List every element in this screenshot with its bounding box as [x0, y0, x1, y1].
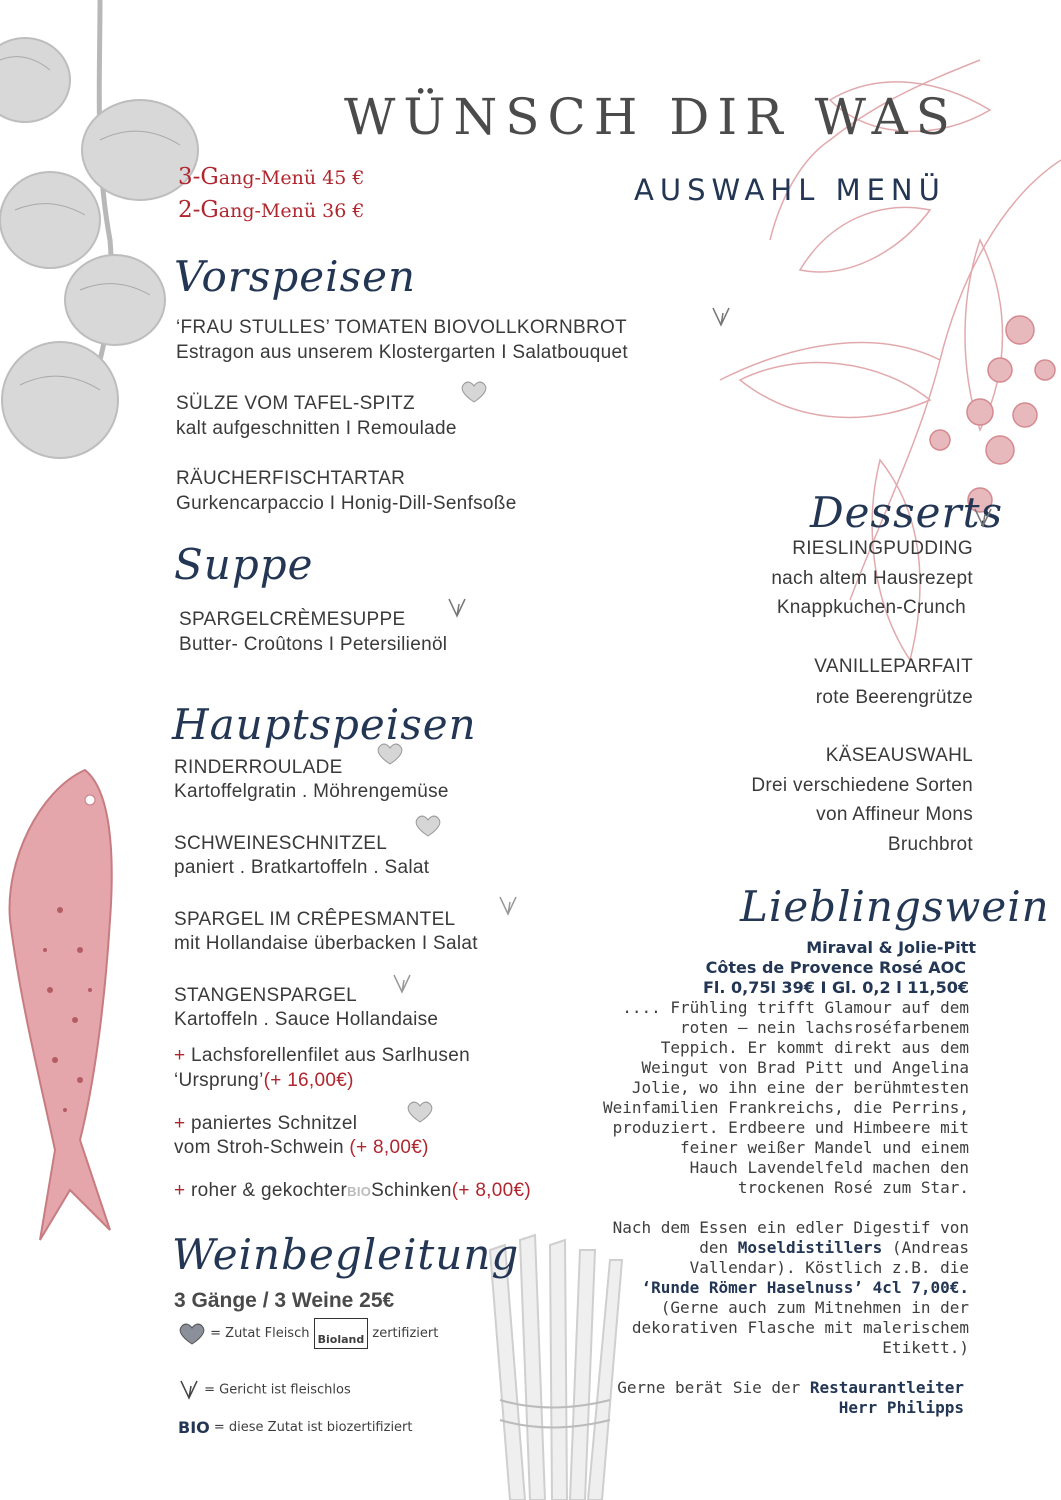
advice-text: Gerne berät Sie der Restaurantleiter Herr Philipps [617, 1378, 964, 1417]
dish-description: Butter- Croûtons I Petersilienöl [179, 634, 448, 655]
dish-description: paniert . Bratkartoffeln . Salat [174, 857, 430, 878]
dessert-description: nach altem Hausrezept [771, 568, 973, 589]
veggie-icon [497, 894, 519, 918]
bio-icon: BIO [178, 1418, 210, 1437]
extra-item-line: vom Stroh-Schwein (+ 8,00€) [174, 1137, 429, 1158]
extra-item: + roher & gekochterBIOSchinken(+ 8,00€) [174, 1180, 531, 1201]
dish-description: kalt aufgeschnitten I Remoulade [176, 418, 457, 439]
section-heading-weinbegleitung: Weinbegleitung [172, 1230, 520, 1279]
veggie-icon [178, 1378, 200, 1402]
legend-bio: BIO = diese Zutat ist biozertifiziert [178, 1418, 413, 1437]
section-heading-desserts: Desserts [810, 488, 1004, 537]
dish-description: Kartoffelgratin . Möhrengemüse [174, 781, 449, 802]
extra-item: + paniertes Schnitzel [174, 1113, 358, 1134]
legend-fleisch: = Zutat Fleisch Bioland zertifiziert [178, 1318, 438, 1349]
dessert-description: von Affineur Mons [816, 804, 973, 825]
dish-name: ‘FRAU STULLES’ TOMATEN BIOVOLLKORNBROT [176, 317, 627, 338]
dish-description: Kartoffeln . Sauce Hollandaise [174, 1009, 439, 1030]
bioland-heart-icon [406, 1100, 434, 1124]
dessert-name: KÄSEAUSWAHL [825, 745, 973, 766]
bioland-heart-icon [414, 814, 442, 838]
page-subtitle: AUSWAHL MENÜ [634, 173, 946, 207]
dish-name: RÄUCHERFISCHTARTAR [176, 468, 406, 489]
bioland-heart-icon [178, 1322, 206, 1346]
extra-item-line: ‘Ursprung’(+ 16,00€) [174, 1070, 354, 1091]
dish-description: mit Hollandaise überbacken I Salat [174, 933, 478, 954]
bioland-heart-icon [376, 742, 404, 766]
dish-name: SPARGEL IM CRÊPESMANTEL [174, 909, 456, 930]
veggie-icon [972, 506, 994, 530]
dessert-description: Bruchbrot [887, 834, 973, 855]
bioland-logo: Bioland [314, 1318, 369, 1349]
veggie-icon [446, 596, 468, 620]
digestif-text: Nach dem Essen ein edler Digestif von den Moseldistillers (Andreas Vallendar). Köstlich z.B. die ‘Runde Römer Haselnuss’ 4cl 7,00€. (Gerne auch zum Mitnehmen in der dekorativen Flasche mit malerischem Etikett.) [612, 1218, 969, 1357]
dessert-description: Knappkuchen-Crunch [776, 597, 966, 618]
wine-origin: Côtes de Provence Rosé AOC [705, 958, 966, 977]
extra-item: + Lachsforellenfilet aus Sarlhusen [174, 1045, 470, 1066]
section-heading-lieblingswein: Lieblingswein [740, 882, 1050, 931]
weinbegleitung-price: 3 Gänge / 3 Weine 25€ [174, 1289, 395, 1312]
bio-icon: BIO [347, 1184, 372, 1199]
section-heading-suppe: Suppe [174, 540, 314, 589]
wine-name: Miraval & Jolie-Pitt [806, 938, 976, 957]
legend-fleischlos: = Gericht ist fleischlos [178, 1378, 351, 1402]
trout-illustration [0, 760, 150, 1260]
bioland-heart-icon [460, 380, 488, 404]
section-heading-vorspeisen: Vorspeisen [174, 252, 417, 301]
dessert-description: rote Beerengrütze [815, 687, 973, 708]
dish-name: STANGENSPARGEL [174, 985, 357, 1006]
dessert-name: VANILLEPARFAIT [814, 656, 973, 677]
dish-description: Estragon aus unserem Klostergarten I Salatbouquet [176, 342, 628, 363]
price-3-gang: 3-Gang-Menü 45 € [178, 164, 365, 190]
page-title: WÜNSCH DIR WAS [344, 88, 958, 146]
dish-name: RINDERROULADE [174, 757, 343, 778]
dessert-description: Drei verschiedene Sorten [751, 775, 973, 796]
dish-name: SPARGELCRÈMESUPPE [179, 609, 406, 630]
dish-description: Gurkencarpaccio I Honig-Dill-Senfsoße [176, 493, 517, 514]
dish-name: SÜLZE VOM TAFEL-SPITZ [176, 393, 415, 414]
section-heading-hauptspeisen: Hauptspeisen [172, 700, 477, 749]
price-2-gang: 2-Gang-Menü 36 € [178, 197, 365, 223]
dish-name: SCHWEINESCHNITZEL [174, 833, 388, 854]
wine-description: .... Frühling trifft Glamour auf dem roten – nein lachsroséfarbenem Teppich. Er kommt direkt aus dem Weingut von Brad Pitt und Angelina Jolie, wo ihn eine der berühmtesten Weinfamilien Frankreichs, die Perrins, produziert. Erdbeere und Himbeere mit feiner weißer Mandel und einem Hauch Lavendelfeld machen den trockenen Rosé zum Star. [602, 998, 969, 1197]
dessert-name: RIESLINGPUDDING [792, 538, 973, 559]
veggie-icon [710, 305, 732, 329]
veggie-icon [391, 972, 413, 996]
wine-price: Fl. 0,75l 39€ I Gl. 0,2 l 11,50€ [702, 978, 969, 997]
